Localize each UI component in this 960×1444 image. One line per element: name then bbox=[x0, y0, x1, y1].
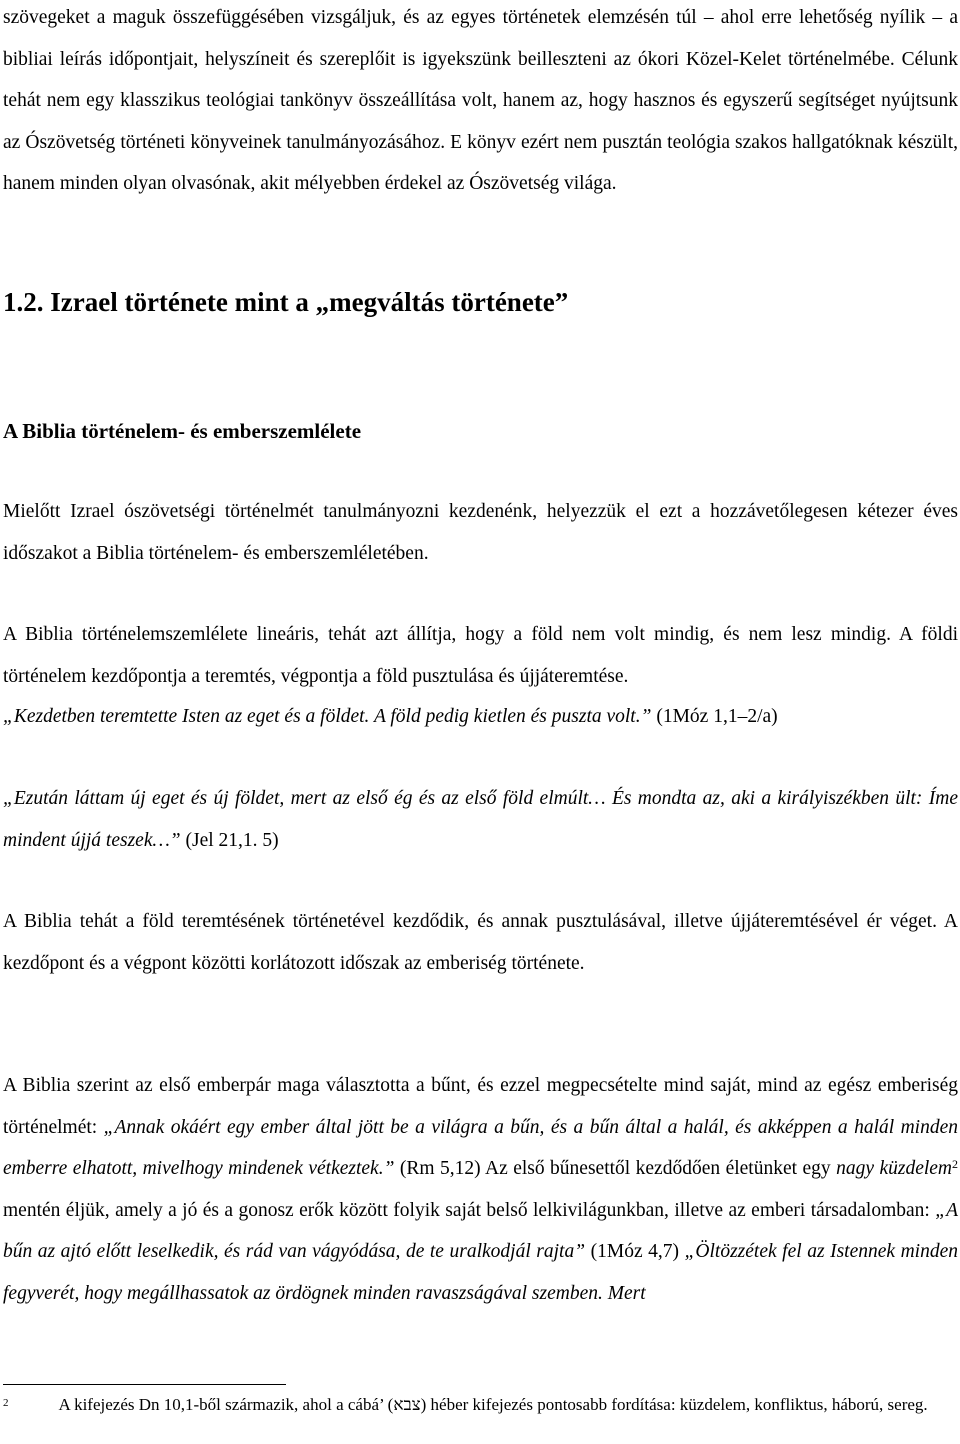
paragraph-4 bbox=[3, 1065, 958, 1314]
romans-reference: (Rm 5,12) Az első bűnesettől kezdődően életünket egy bbox=[399, 1158, 831, 1179]
footnote-text: A kifejezés Dn 10,1-ből származik, ahol a cábá’ (צבא) héber kifejezés pontosabb fordítása: küzdelem, konfliktus, háború, sereg. bbox=[58, 1395, 928, 1414]
paragraph-3: A Biblia tehát a föld teremtésének történetével kezdődik, és annak pusztulásával, illetve újjáteremtésével ér véget. A kezdőpont és a végpont közötti korlátozott időszak az emberiség története. bbox=[3, 911, 958, 974]
footnote-number: 2 bbox=[3, 1397, 9, 1409]
quote-revelation bbox=[3, 778, 958, 861]
quote-genesis-reference: (1Móz 1,1–2/a) bbox=[656, 706, 778, 727]
footnote bbox=[3, 1392, 930, 1418]
quote-revelation-text: „Ezután láttam új eget és új földet, mert az első ég és az első föld elmúlt… És mondta az, aki a királyiszékben ült: Íme mindent újjá teszek…” bbox=[3, 788, 958, 851]
paragraph-4-intro: A Biblia szerint az első emberpár maga választotta a bűnt, és ezzel megpecsételte mind saját, mind az egész emberiség történelmét: bbox=[3, 1075, 958, 1138]
intro-paragraph: szövegeket a maguk összefüggésében vizsgáljuk, és az egyes történetek elemzésén túl – ahol erre lehetőség nyílik – a bibliai leírás időpontjait, helyszíneit és szereplőit is igyekszünk beilleszteni az ókori Közel-Kelet történelmébe. Célunk tehát nem egy klasszikus teológiai tankönyv összeállítása volt, hanem az, hogy hasznos és egyszerű segítséget nyújtsunk az Ószövetség történeti könyveinek tanulmányozásához. E könyv ezért nem pusztán teológia szakos hallgatóknak készült, hanem minden olyan olvasónak, akit mélyebben érdekel az Ószövetség világa. bbox=[3, 7, 958, 194]
quote-genesis-4: „A bűn az ajtó előtt leselkedik, és rád van vágyódása, de te uralkodjál rajta” bbox=[3, 1199, 959, 1262]
quote-ephesians: „Öltözzétek fel az Istennek minden fegyverét, hogy megállhassatok az ördögnek minden ravaszságával szemben. bbox=[3, 1241, 958, 1304]
paragraph-1: Mielőtt Izrael ószövetségi történelmét tanulmányozni kezdenénk, helyezzük el ezt a hozzávetőlegesen kétezer éves időszakot a Biblia történelem- és emberszemléletében. bbox=[3, 501, 958, 564]
quote-romans: „Annak okáért egy ember által jött be a világra a bűn, és a bűn által a halál, és akképpen a halál minden emberre elhatott, mivelhogy mindenek vétkeztek.” bbox=[3, 1116, 958, 1179]
emphasis-great-struggle: nagy küzdelem bbox=[836, 1158, 953, 1179]
section-heading: 1.2. Izrael története mint a „megváltás története” bbox=[3, 287, 569, 317]
footnote-separator bbox=[3, 1384, 286, 1385]
paragraph-4-tail: Mert bbox=[607, 1282, 646, 1304]
subheading: A Biblia történelem- és emberszemlélete bbox=[3, 419, 362, 443]
paragraph-4-continuation: mentén éljük, amely a jó és a gonosz erők között folyik saját belső lelkivilágunkban, illetve az emberi társadalomban: bbox=[3, 1199, 930, 1221]
footnote-marker: 2 bbox=[952, 1157, 959, 1171]
genesis-4-reference: (1Móz 4,7) bbox=[590, 1241, 680, 1262]
quote-genesis-text: „Kezdetben teremtette Isten az eget és a földet. A föld pedig kietlen és puszta volt.” bbox=[3, 706, 652, 727]
quote-revelation-reference: (Jel 21,1. 5) bbox=[185, 829, 279, 851]
paragraph-2: A Biblia történelemszemlélete lineáris, tehát azt állítja, hogy a föld nem volt mindig, és nem lesz mindig. A földi történelem kezdőpontja a teremtés, végpontja a föld pusztulása és újjáteremtése. bbox=[3, 624, 958, 687]
quote-genesis bbox=[3, 696, 958, 738]
